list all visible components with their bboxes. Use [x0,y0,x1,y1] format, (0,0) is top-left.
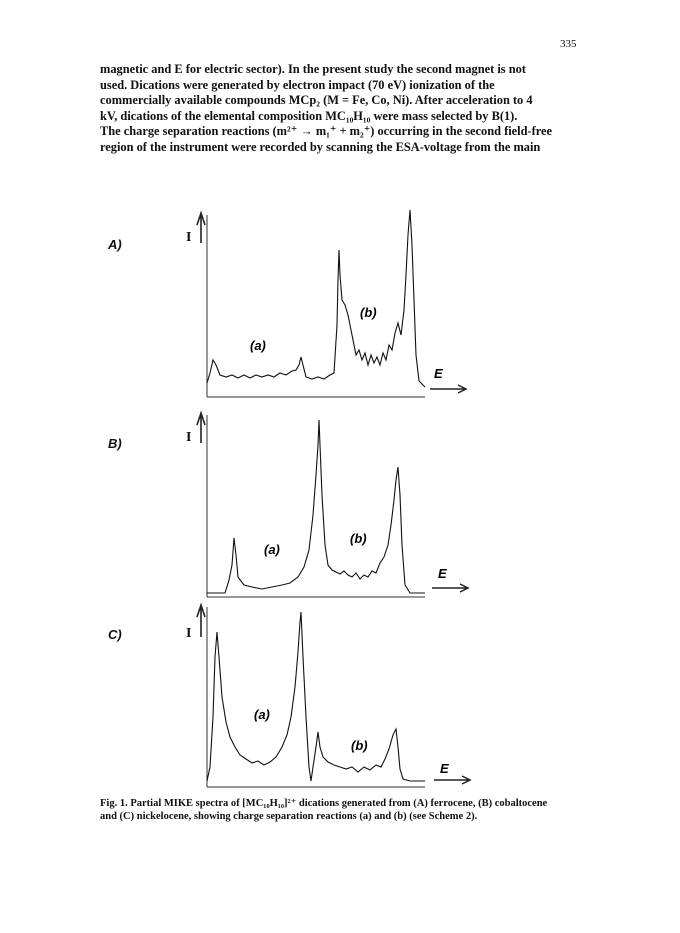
panel-c-spectrum [0,597,680,797]
panel-b-intensity-label: I [186,430,192,445]
panel-a-peak-b-label: (b) [360,305,377,320]
panel-c-energy-label: E [440,761,449,776]
panel-c-peak-b-label: (b) [351,738,368,753]
panel-c-peak-a-label: (a) [254,707,270,722]
panel-a-label: A) [108,237,122,252]
panel-a-peak-a-label: (a) [250,338,266,353]
panel-a-intensity-label: I [186,230,192,245]
panel-b-spectrum [0,405,680,605]
panel-b-y-axis-arrow [197,413,205,443]
panel-c-y-axis-arrow [197,605,205,637]
figure-caption [100,797,600,823]
panel-a-energy-label: E [434,366,443,381]
panel-b-peak-a-label: (a) [264,542,280,557]
body-line: The charge separation reactions (m²⁺ → m₁⁺ + m₂⁺) occurring in the second field-free [100,124,553,139]
body-line: magnetic and E for electric sector). In the present study the second magnet is not [100,62,526,76]
panel-b-trace [207,420,425,593]
panel-a-trace [207,210,425,387]
panel-b-energy-arrow [432,584,468,592]
caption-line: Fig. 1. Partial MIKE spectra of [MC₁₀H₁₀]²⁺ dications generated from (A) ferrocene, (B) cobaltocene [100,798,548,809]
panel-c-energy-arrow [434,776,470,784]
panel-b-label: B) [108,436,122,451]
body-line: kV, dications of the elemental composition MC₁₀H₁₀ were mass selected by B(1). [100,108,518,123]
caption-line: and (C) nickelocene, showing charge separation reactions (a) and (b) (see Scheme 2). [100,811,478,822]
page-number: 335 [560,38,577,50]
body-text [100,62,595,156]
panel-c-intensity-label: I [186,626,192,641]
panel-b-energy-label: E [438,566,447,581]
panel-c-label: C) [108,627,122,642]
body-line: region of the instrument were recorded by scanning the ESA-voltage from the main [100,139,541,154]
panel-a-energy-arrow [430,385,466,393]
panel-a-spectrum [0,205,680,405]
body-line: commercially available compounds MCp₂ (M = Fe, Co, Ni). After acceleration to 4 [100,93,533,108]
body-line: used. Dications were generated by electron impact (70 eV) ionization of the [100,77,495,92]
panel-b-peak-b-label: (b) [350,531,367,546]
panel-c-trace [207,612,425,781]
panel-a-y-axis-arrow [197,213,205,243]
